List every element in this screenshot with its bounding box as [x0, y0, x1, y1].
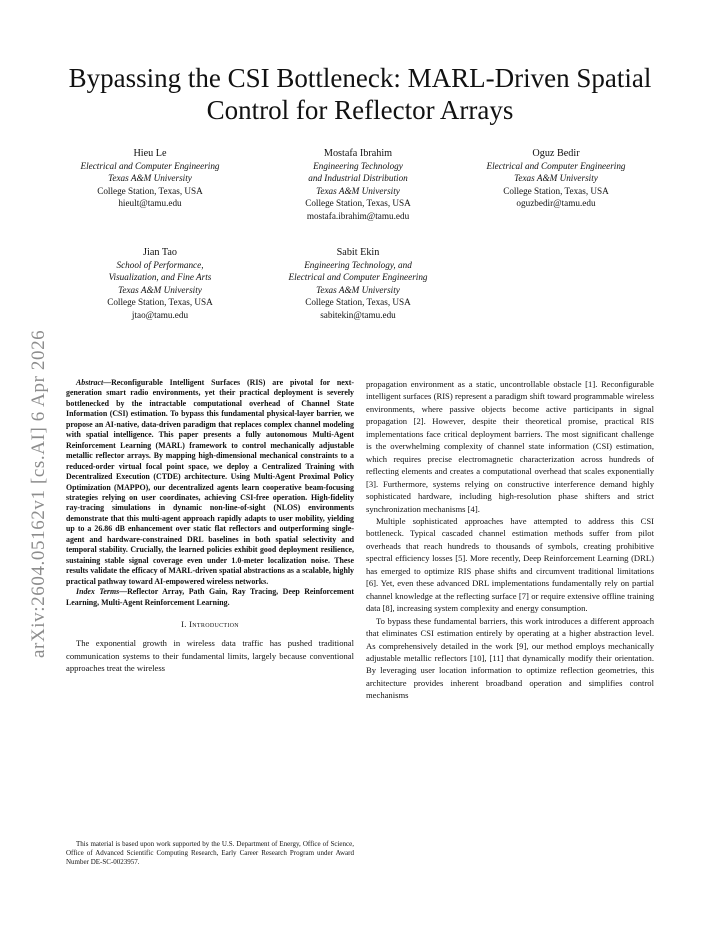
- abstract-label: Abstract: [76, 378, 104, 387]
- author-name: Hieu Le: [133, 148, 167, 159]
- arxiv-sidebar: [8, 258, 48, 658]
- author-block-1: [50, 147, 250, 210]
- author-location: College Station, Texas, USA: [503, 185, 609, 196]
- author-location: College Station, Texas, USA: [305, 198, 411, 209]
- index-terms: [66, 587, 354, 608]
- author-affiliation: Engineering Technology, and: [304, 260, 412, 270]
- author-affiliation: Texas A&M University: [316, 284, 400, 295]
- author-email[interactable]: jtao@tamu.edu: [131, 309, 189, 320]
- author-block-4: [60, 246, 260, 321]
- author-affiliation: Texas A&M University: [118, 284, 202, 295]
- abstract: [66, 378, 354, 587]
- author-name: Jian Tao: [143, 247, 177, 258]
- index-terms-label: Index Terms: [76, 587, 120, 597]
- author-email[interactable]: oguzbedir@tamu.edu: [516, 198, 596, 209]
- body-paragraph: propagation environment as a static, uncontrollable obstacle [1]. Reconfigurable intelligent surfaces (RIS) represent a paradigm shift toward programmable wireless environments, where passive objects become active participants in signal propagation [2]. However, despite their theoretical promise, practical RIS implementations face critical deployment barriers. The most significant challenge is the overwhelming complexity of channel state information (CSI) estimation, which requires precise electromagnetic characterization across hundreds of reflecting elements and creates a computational overhead that scales exponentially [3]. Furthermore, systems relying on constructive interference demand highly sophisticated hardware, including high-resolution phase shifters and strict synchronization mechanisms [4].: [366, 379, 654, 514]
- funding-footnote: This material is based upon work supported by the U.S. Department of Energy, Office of Science, Office of Advanced Scientific Computing Research, Early Career Research Program under Award Number DE-SC-0023957.: [66, 840, 354, 867]
- author-email[interactable]: mostafa.ibrahim@tamu.edu: [306, 210, 410, 221]
- body-paragraph: Multiple sophisticated approaches have attempted to address this CSI bottleneck. Typical cascaded channel estimation methods suffer from pilot overheads that reach hundreds to thousands of symbols, creating prohibitive spectral efficiency losses [5]. More recently, Deep Reinforcement Learning (DRL) has emerged to optimize RIS phase shifts and circumvent traditional limitations [6]. Yet, even these advanced DRL implementations fundamentally rely on partial channel knowledge at the reflecting surface [7] or require extensive offline training data [8], increasing system complexity and energy consumption.: [366, 515, 654, 614]
- author-affiliation: Texas A&M University: [316, 185, 400, 196]
- author-block-2: [258, 147, 458, 222]
- index-terms-text: —Reflector Array, Path Gain, Ray Tracing, Deep Reinforcement Learning, Multi-Agent Reinforcement Learning.: [66, 587, 355, 607]
- author-email[interactable]: sabitekin@tamu.edu: [320, 309, 396, 320]
- author-affiliation: Electrical and Computer Engineering: [80, 161, 220, 171]
- author-affiliation: Electrical and Computer Engineering: [288, 272, 428, 283]
- author-name: Mostafa Ibrahim: [323, 148, 393, 159]
- author-name: Sabit Ekin: [336, 247, 380, 258]
- author-affiliation: Visualization, and Fine Arts: [108, 272, 212, 283]
- author-location: College Station, Texas, USA: [305, 297, 411, 308]
- author-block-5: [258, 246, 458, 321]
- abstract-text: —Reconfigurable Intelligent Surfaces (RIS) are pivotal for next-generation smart radio environments, yet their practical deployment is severely bottlenecked by the intractable computational overhead of Channel State Information (CSI) estimation. To bypass this fundamental physical-layer barrier, we propose an AI-native, data-driven paradigm that replaces complex channel modeling with spatial intelligence. This paper presents a fully autonomous Multi-Agent Reinforcement Learning (MARL) framework to control mechanically adjustable metallic reflector arrays. By mapping high-dimensional mechanical constraints to a reduced-order virtual focal point space, we deploy a Centralized Training with Decentralized Execution (CTDE) architecture. Using Multi-Agent Proximal Policy Optimization (MAPPO), our decentralized agents learn cooperative beam-focusing strategies relying on user coordinates, achieving CSI-free operation. High-fidelity ray-tracing simulations in dynamic non-line-of-sight (NLOS) environments demonstrate that this multi-agent approach rapidly adapts to user mobility, yielding up to a 26.86 dB enhancement over static flat reflectors and outperforming single-agent and hardware-constrained DRL baselines in both spatial selectivity and temporal stability. Crucially, the learned policies exhibit good deployment resilience, sustaining stable signal coverage even under 1.0-meter localization noise. These results validate the efficacy of MARL-driven spatial abstractions as a scalable, highly practical pathway toward AI-empowered wireless networks.: [66, 378, 354, 586]
- section-title: Introduction: [189, 618, 239, 629]
- author-affiliation: School of Performance,: [116, 260, 204, 270]
- intro-paragraph: The exponential growth in wireless data traffic has pushed traditional communication systems to their fundamental limits, largely because conventional approaches treat the wireless: [66, 638, 354, 674]
- author-affiliation: Texas A&M University: [514, 173, 598, 184]
- author-location: College Station, Texas, USA: [97, 185, 203, 196]
- author-affiliation: Texas A&M University: [108, 173, 192, 184]
- section-heading: [66, 618, 354, 630]
- section-number: I.: [181, 618, 187, 629]
- author-name: Oguz Bedir: [532, 148, 580, 159]
- left-column: [66, 378, 354, 675]
- body-paragraph: To bypass these fundamental barriers, this work introduces a different approach that eliminates CSI estimation entirely by operating at a higher abstraction level. As comprehensively detailed in the work [9], our method employs mechanically adjustable metallic reflectors [10], [11] that dynamically modify their orientation. By leveraging user location information to optimize reflection geometries, this architecture provides inherent broadband operation and simplifies control mechanisms: [366, 615, 654, 701]
- arxiv-identifier[interactable]: arXiv:2604.05162v1 [cs.AI] 6 Apr 2026: [28, 329, 49, 658]
- right-column: [366, 378, 654, 702]
- author-block-3: [456, 147, 656, 210]
- paper-title: Bypassing the CSI Bottleneck: MARL-Driven Spatial Control for Reflector Arrays: [68, 63, 652, 125]
- author-affiliation: and Industrial Distribution: [308, 173, 408, 184]
- author-affiliation: Engineering Technology: [313, 161, 403, 171]
- author-affiliation: Electrical and Computer Engineering: [486, 161, 626, 171]
- author-location: College Station, Texas, USA: [107, 297, 213, 308]
- author-email[interactable]: hieult@tamu.edu: [118, 198, 182, 209]
